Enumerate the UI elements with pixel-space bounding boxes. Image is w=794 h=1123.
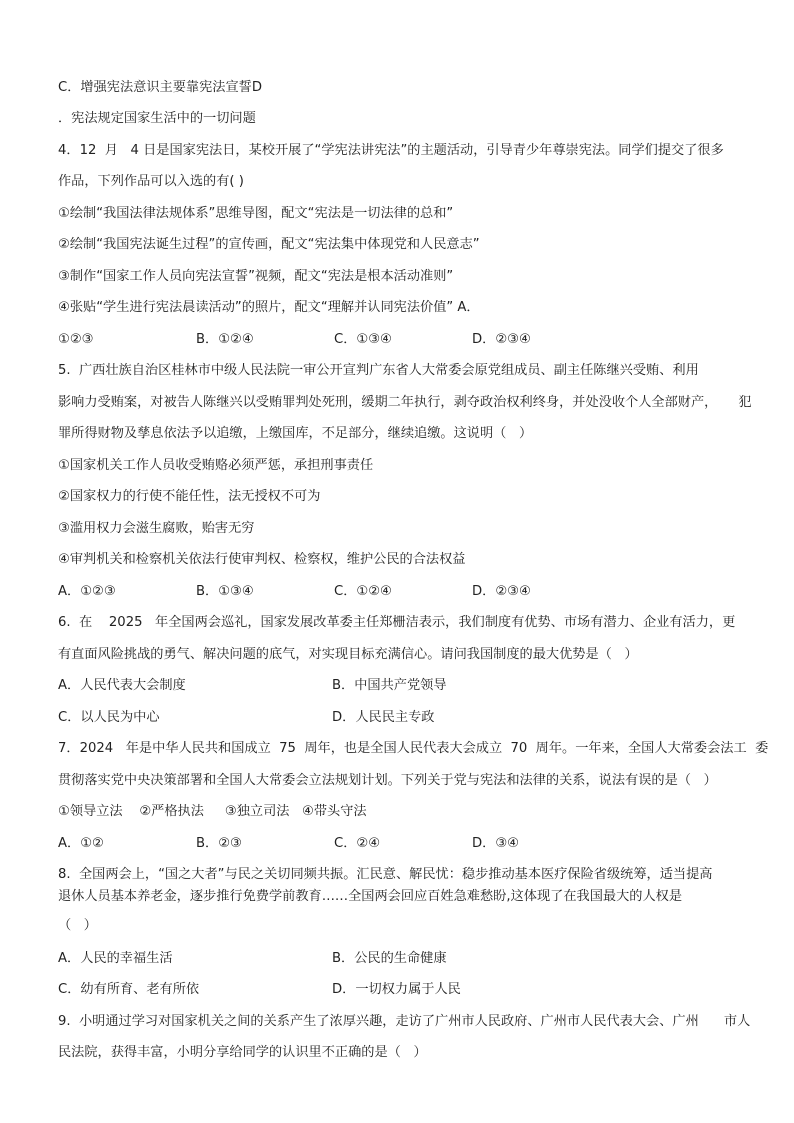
q8-option-c: C．幼有所育、老有所依 xyxy=(58,982,200,997)
q5-option-b: B．①③④ xyxy=(196,584,254,599)
q5-option-a: A．①②③ xyxy=(58,584,116,599)
q6-option-a: A．人民代表大会制度 xyxy=(58,678,186,693)
q9-stem-line1: 9. 小明通过学习对国家机关之间的关系产生了浓厚兴趣，走访了广州市人民政府、广州市人民代表大会、广州 市人 xyxy=(58,1014,751,1029)
q4-option-d: D．②③④ xyxy=(472,332,531,347)
q4-statement-2: ②绘制“我国宪法诞生过程”的宣传画，配文“宪法集中体现党和人民意志” xyxy=(58,237,480,252)
q5-stem-line3: 罪所得财物及孳息依法予以追缴，上缴国库，不足部分，继续追缴。这说明（ ） xyxy=(58,426,533,441)
q5-statement-3: ③滥用权力会滋生腐败，贻害无穷 xyxy=(58,521,255,536)
q7-options xyxy=(58,835,758,853)
q4-option-c: C．①③④ xyxy=(334,332,392,347)
q7-stem-line2: 贯彻落实党中央决策部署和全国人大常委会立法规划计划。下列关于党与宪法和法律的关系，说法有误的是（ ） xyxy=(58,773,717,788)
q8-options-row2 xyxy=(58,981,758,999)
q9-stem-line2: 民法院，获得丰富，小明分享给同学的认识里不正确的是（ ） xyxy=(58,1045,427,1060)
q4-statement-1: ①绘制“我国法律法规体系”思维导图，配文“宪法是一切法律的总和” xyxy=(58,206,454,221)
q3-option-d-text: ．宪法规定国家生活中的一切问题 xyxy=(58,111,256,126)
q7-option-b: B．②③ xyxy=(196,836,242,851)
q4-statement-3: ③制作“国家工作人员向宪法宣誓”视频，配文“宪法是根本活动准则” xyxy=(58,269,454,284)
q6-option-c: C．以人民为中心 xyxy=(58,710,160,725)
q8-stem-line3: （ ） xyxy=(58,918,97,933)
q4-stem-line1: 4．12 月 4 日是国家宪法日，某校开展了“学宪法讲宪法”的主题活动，引导青少年尊崇宪法。同学们提交了很多 xyxy=(58,143,724,158)
q4-option-b: B．①②④ xyxy=(196,332,254,347)
q5-statement-4: ④审判机关和检察机关依法行使审判权、检察权，维护公民的合法权益 xyxy=(58,552,466,567)
q5-statement-2: ②国家权力的行使不能任性，法无授权不可为 xyxy=(58,489,321,504)
q8-option-a: A．人民的幸福生活 xyxy=(58,951,173,966)
q6-stem-line2: 有直面风险挑战的勇气、解决问题的底气，对实现目标充满信心。请问我国制度的最大优势是（ ） xyxy=(58,647,638,662)
q6-stem-line1: 6. 在 2025 年全国两会巡礼，国家发展改革委主任郑栅洁表示，我们制度有优势、市场有潜力、企业有活力，更 xyxy=(58,615,736,630)
q5-stem-line2: 影响力受贿案，对被告人陈继兴以受贿罪判处死刑，缓期二年执行，剥夺政治权利终身，并处没收个人全部财产， 犯 xyxy=(58,395,752,410)
q3-option-c-text: C．增强宪法意识主要靠宪法宣誓D xyxy=(58,80,262,95)
q5-stem-line1: 5. 广西壮族自治区桂林市中级人民法院一审公开宣判广东省人大常委会原党组成员、副主任陈继兴受贿、利用 xyxy=(58,363,699,378)
q6-option-b: B．中国共产党领导 xyxy=(332,678,447,693)
q5-options xyxy=(58,583,758,601)
q5-statement-1: ①国家机关工作人员收受贿赂必须严惩，承担刑事责任 xyxy=(58,458,374,473)
q4-stem-line2: 作品，下列作品可以入选的有( ) xyxy=(58,174,244,189)
q7-stem-line1: 7．2024 年是中华人民共和国成立 75 周年，也是全国人民代表大会成立 70 周年。一年来，全国人大常委会法工 委 xyxy=(58,741,769,756)
q6-options-row2 xyxy=(58,709,758,727)
q7-option-c: C．②④ xyxy=(334,836,381,851)
q8-options-row1 xyxy=(58,950,758,968)
q4-option-a: ①②③ xyxy=(58,332,94,347)
q6-options-row1 xyxy=(58,677,758,695)
q8-option-d: D．一切权力属于人民 xyxy=(332,982,461,997)
q5-option-d: D．②③④ xyxy=(472,584,531,599)
q8-option-b: B．公民的生命健康 xyxy=(332,951,447,966)
q7-option-a: A．①② xyxy=(58,836,104,851)
q5-option-c: C．①②④ xyxy=(334,584,392,599)
q7-statements: ①领导立法 ②严格执法 ③独立司法 ④带头守法 xyxy=(58,804,367,819)
q4-options xyxy=(58,331,758,349)
q4-statement-4: ④张贴“学生进行宪法晨读活动”的照片，配文“理解并认同宪法价值” A． xyxy=(58,300,480,315)
q6-option-d: D．人民民主专政 xyxy=(332,710,435,725)
q8-stem-line2: 退休人员基本养老金，逐步推行免费学前教育……全国两会回应百姓急难愁盼,这体现了在我国最大的人权是 xyxy=(58,889,683,904)
q8-stem-line1: 8. 全国两会上，“国之大者”与民之关切同频共振。汇民意、解民忧：稳步推动基本医疗保险省级统筹，适当提高 xyxy=(58,867,713,882)
q7-option-d: D．③④ xyxy=(472,836,519,851)
